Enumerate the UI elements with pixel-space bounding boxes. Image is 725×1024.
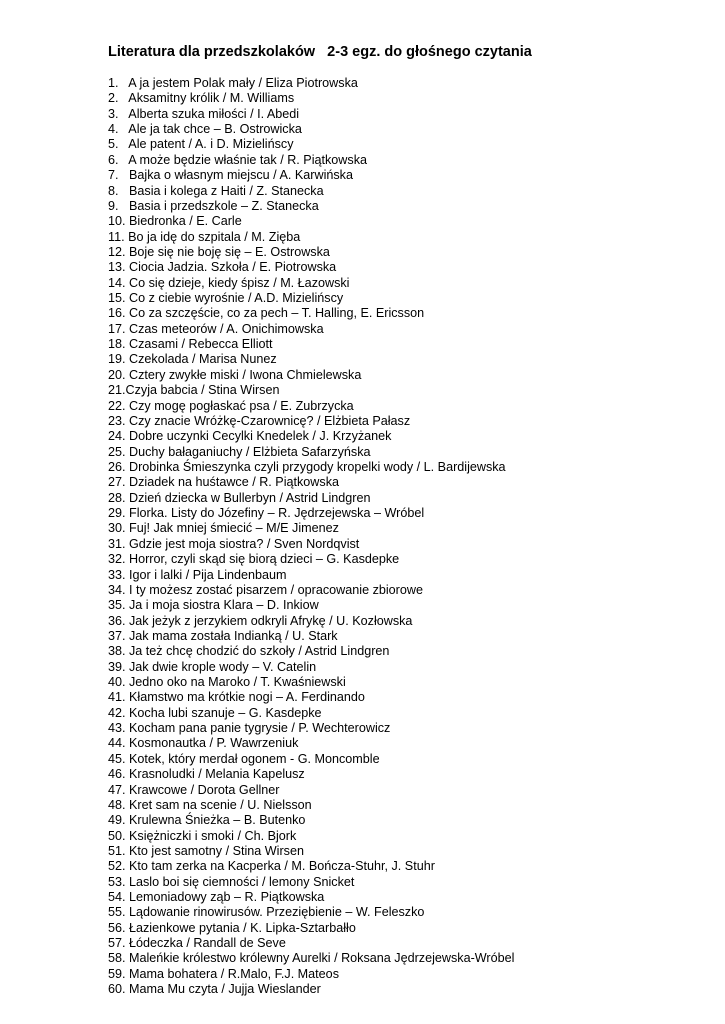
list-item: 44. Kosmonautka / P. Wawrzeniuk [108,736,299,751]
list-item: 9. Basia i przedszkole – Z. Stanecka [108,198,319,213]
list-item: 58. Maleńkie królestwo królewny Aurelki / Roksana Jędrzejewska-Wróbel [108,951,515,966]
list-item: 39. Jak dwie krople wody – V. Catelin [108,659,317,674]
list-item: 50. Księżniczki i smoki / Ch. Bjork [108,828,297,843]
list-item: 49. Krulewna Śnieżka – B. Butenko [108,813,306,828]
list-item: 29. Florka. Listy do Józefiny – R. Jędrzejewska – Wróbel [108,506,425,521]
list-item: 48. Kret sam na scenie / U. Nielsson [108,797,312,812]
list-item: 32. Horror, czyli skąd się biorą dzieci – G. Kasdepke [108,552,400,567]
list-item: 17. Czas meteorów / A. Onichimowska [108,321,324,336]
list-item: 47. Krawcowe / Dorota Gellner [108,782,280,797]
list-item: 45. Kotek, który merdał ogonem - G. Moncomble [108,751,380,766]
list-item: 1. A ja jestem Polak mały / Eliza Piotrowska [108,76,358,90]
list-item: 7. Bajka o własnym miejscu / A. Karwińska [108,168,353,183]
list-item: 33. Igor i lalki / Pija Lindenbaum [108,567,287,582]
list-item: 28. Dzień dziecka w Bullerbyn / Astrid Lindgren [108,490,371,505]
document-title: Literatura dla przedszkolaków 2-3 egz. do głośnego czytania [108,44,532,60]
list-item: 38. Ja też chcę chodzić do szkoły / Astrid Lindgren [108,644,390,659]
list-item: 52. Kto tam zerka na Kacperka / M. Bończa-Stuhr, J. Stuhr [108,859,435,874]
list-item: 35. Ja i moja siostra Klara – D. Inkiow [108,598,319,613]
list-item: 60. Mama Mu czyta / Jujja Wieslander [108,982,321,997]
list-item: 30. Fuj! Jak mniej śmiecić – M/E Jimenez [108,521,339,536]
list-item: 10. Biedronka / E. Carle [108,214,242,229]
list-item: 18. Czasami / Rebecca Elliott [108,337,273,352]
list-item: 24. Dobre uczynki Cecylki Knedelek / J. Krzyżanek [108,429,392,444]
list-item: 22. Czy mogę pogłaskać psa / E. Zubrzycka [108,398,354,413]
list-item: 8. Basia i kolega z Haiti / Z. Stanecka [108,183,324,198]
list-item: 16. Co za szczęście, co za pech – T. Halling, E. Ericsson [108,306,425,321]
list-item: 42. Kocha lubi szanuje – G. Kasdepke [108,705,322,720]
list-item: 15. Co z ciebie wyrośnie / A.D. Mizielińscy [108,291,344,306]
list-item: 55. Lądowanie rinowirusów. Przeziębienie – W. Feleszko [108,905,425,920]
list-item: 4. Ale ja tak chce – B. Ostrowicka [108,122,302,137]
list-item: 13. Ciocia Jadzia. Szkoła / E. Piotrowska [108,260,337,275]
list-item: 31. Gdzie jest moja siostra? / Sven Nordqvist [108,536,360,551]
list-item: 40. Jedno oko na Maroko / T. Kwaśniewski [108,675,346,690]
book-list [108,76,514,998]
list-item: 51. Kto jest samotny / Stina Wirsen [108,843,304,858]
list-item: 3. Alberta szuka miłości / I. Abedi [108,106,300,121]
list-item: 12. Boje się nie boję się – E. Ostrowska [108,244,330,259]
list-item: 26. Drobinka Śmieszynka czyli przygody kropelki wody / L. Bardijewska [108,459,506,474]
list-item: 59. Mama bohatera / R.Malo, F.J. Mateos [108,966,339,981]
list-item: 46. Krasnoludki / Melania Kapelusz [108,767,305,782]
list-item: 21.Czyja babcia / Stina Wirsen [108,383,280,398]
list-item: 34. I ty możesz zostać pisarzem / opracowanie zbiorowe [108,582,423,597]
list-item: 36. Jak jeżyk z jerzykiem odkryli Afrykę / U. Kozłowska [108,613,413,628]
list-item: 54. Lemoniadowy ząb – R. Piątkowska [108,890,325,905]
list-item: 6. A może będzie właśnie tak / R. Piątkowska [108,152,367,167]
list-item: 11. Bo ja idę do szpitala / M. Zięba [108,229,301,244]
list-item: 53. Laslo boi się ciemności / lemony Snicket [108,874,355,889]
list-item: 43. Kocham pana panie tygrysie / P. Wechterowicz [108,721,391,736]
list-item: 19. Czekolada / Marisa Nunez [108,352,277,367]
list-item: 27. Dziadek na huśtawce / R. Piątkowska [108,475,339,490]
list-item: 56. Łazienkowe pytania / K. Lipka-Sztarbałło [108,920,356,935]
list-item: 20. Cztery zwykłe miski / Iwona Chmielewska [108,367,362,382]
list-item: 41. Kłamstwo ma krótkie nogi – A. Ferdinando [108,690,365,705]
list-item: 23. Czy znacie Wróżkę-Czarownicę? / Elżbieta Pałasz [108,413,411,428]
list-item: 5. Ale patent / A. i D. Mizielińscy [108,137,294,152]
list-item: 2. Aksamitny królik / M. Williams [108,91,295,106]
list-item: 25. Duchy bałaganiuchy / Elżbieta Safarzyńska [108,444,371,459]
list-item: 14. Co się dzieje, kiedy śpisz / M. Łazowski [108,275,350,290]
list-item: 57. Łódeczka / Randall de Seve [108,936,286,951]
list-item: 37. Jak mama została Indianką / U. Stark [108,628,338,643]
